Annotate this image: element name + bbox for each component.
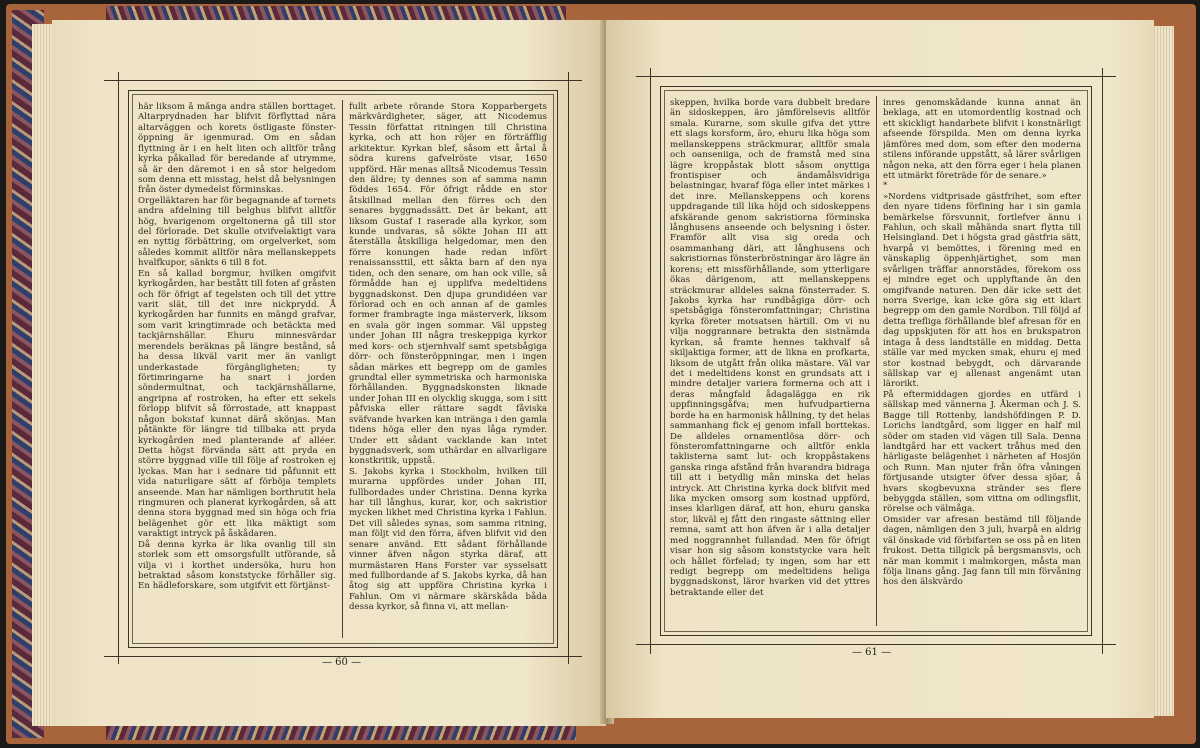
left-page [52, 20, 606, 726]
column-rule [342, 100, 343, 638]
marbled-endpaper-bottom [106, 726, 576, 740]
frame-rule-top [636, 76, 1116, 77]
frame-rule-left [118, 72, 119, 664]
frame-rule-right [568, 72, 569, 664]
page-number: — 61 — [852, 647, 892, 658]
column-rule [876, 96, 877, 626]
frame-rule-right [1102, 68, 1103, 654]
text-column-2: inres genomskådande kunna annat än beklaga, att en utomordentlig kostnad och ett skickligt handarbete blifvit i konstnärligt afseende förspilda. Men om denna kyrka jämföres med dom, som efter den moderna stilens införande uppstått, så lärer svårligen någon neka, att den förra eger i hela planen ett utmärkt företräde för de senare.» * »Nordens vidtprisade gästfrihet, som efter den nyare tidens förfining har i sin gamla bemärkelse försvunnit, fortlefver ännu i Fahlun, och skall måhända snart flytta till Helsingland. Det i högsta grad gästfria sätt, hvarpå vi bemöttes, i förening med en vänskaplig öppenhjärtighet, som man svårligen träffar annorstädes, förekom oss ej mindre eget och upplyftande än den omgifvande naturen. Den där icke sett det norra Sverige, kan icke göra sig ett klart begrepp om den gamle Nordbon. Till följd af detta trefliga förhållande blef afresan för en dag uppskjuten för att hos en brukspatron intaga å dess landtställe en middag. Detta ställe var med mycken smak, ehuru ej med stor kostnad bebygdt, och därvarande sällskap var ej allenast angenämt utan lärorikt. På eftermiddagen gjordes en utfärd i sällskap med vännerna J. Åkerman och J. S. Bagge till Rottenby, landshöfdingen P. D. Lorichs landtgård, som ligger en half mil söder om staden vid vägen till Sala. Denna landtgård har ett vackert tråhus med den härligaste belägenhet i närheten af Hosjön och Runn. Man njuter från öfra våningen förtjusande utsigter öfver dessa sjöar, å hvars skogbevuxna stränder ses flere bebyggda ställen, som vittna om odlingsflit, rörelse och välmåga. Omsider var afresan bestämd till följande dagen, nämligen den 3 juli, hvarpå en aldrig väl önskade vid förbifarten se oss på en liten frukost. Detta tillgick på bergsmansvis, och när man kommit i malmkorgen, måsta man följa linans gång. Jag fann till min förvåning hos den älskvärdo [883, 98, 1081, 588]
right-page [606, 20, 1154, 718]
page-number: — 60 — [322, 657, 362, 668]
text-column-2: fullt arbete rörande Stora Kopparbergets märkvärdigheter, säger, att Nicodemus Tessin författat ritningen till Christina kyrka, och att hon röjer en förträfflig arkitektur. Kyrkan blef, såsom ett årtal å södra kurens gafvelröste visar, 1650 uppförd. Här menas alltså Nicodemus Tessin den äldre; ty dennes son af samma namn föddes 1654. För öfrigt rådde en stor åtskillnad mellan den förres och den senares byggnadssätt. Det är bekant, att liksom Gustaf I raserade alla kyrkor, som kunde undvaras, så sökte Johan III att återställa åtskilliga helgedomar, men den förre konungen hade redan infört renaissanssttil, ett såkta barn af den nya tiden, och den senare, om han ock ville, så förmådde han ej upplifva medeltidens byggnadskonst. Den djupa grundidéen var förlorad och en och annan af de gamles former frambragte inga mästerverk, liksom en svala gör ingen sommar. Väl uppsteg under Johan III några treskeppiga kyrkor med kors- och stjernhvalf samt spetsbågiga dörr- och fönsteröppningar, men i ingen sådan märkes ett begrepp om de gamles grundtal eller symmetriska och harmoniska förhållanden. Byggnadskonsten liknade under Johan III en olycklig skugga, som i sitt påfviska eller rättare sagdt fåviska sväfvande hvarken kan inträngа i den gamla tidens höga eller den nyas låga rymder. Under ett sådant vacklande kan intet byggnadsverk, som uthärdar en allvarligare konstkritik, uppstå. S. Jakobs kyrka i Stockholm, hvilken till murarna uppfördes under Johan III, fullbordades under Christina. Denna kyrka har till långhus, kurar, kor, och sakristior mycken likhet med Christina kyrka i Fahlun. Det vill således synas, som samma ritning, man följt vid den förra, äfven blifvit vid den senare använd. Ett sådant förhållande vinner äfven någon styrka däraf, att murmästaren Hans Forster var sysselsatt med fullbordande af S. Jakobs kyrka, då han åtog sig att uppföra Christina kyrka i Fahlun. Om vi närmare skärskåda båda dessa kyrkor, så finna vi, att mellan- [349, 102, 547, 613]
frame-rule-left [650, 68, 651, 654]
text-column-1: skeppen, hvilka borde vara dubbelt bredare än sidoskeppen, äro jämförelsevis alltför smala. Kurarne, som skulle gifva det yttre ett slags korsform, äro, ehuru lika höga som mellanskeppens sträckmurar, alltför smala och oanseniiga, och de framstå med sina lägre kroppåstak blott såsom onyttiga frontispiser och ändamålsvidriga belastningar, hvaraf föga eller intet märkes i det inre. Mellanskeppens och korens uppdragande till lika höjd och sidoskeppens afskärande genom sakristiorna förminska långhusens anseende och belysning i öster. Framför allt visa sig oreda och osammanhang däri, att långhusens och sakristiornas fönsterbröstningar äro lägre än korens; ett missförhållande, som ytterligare ökas därigenom, att mellanskeppens sträckmurar alldeles sakna fönsterrader. S. Jakobs kyrka har rundbågiga dörr- och spetsbågiga fönsteromfattningar; Christina kyrka företer motsatsen härtill. Om vi nu vilja noggrannare betrakta den sistnämda kyrkan, så framte hennes takhvalf så skiljaktiga former, att de likna en profkarta, liksom de utgått från olika mästare. Väl var det i medeltidens konst en grundsats att i mindre detaljer variera formerna och att i deras mångfald ådagalägga en rik uppfinningsgåfva; men hufvudpartierna borde ha en harmonisk hållning, ty det helas sammanhang fick ej genom infall borttekas. De alldeles ornamentlösa dörr- och fönsteromfattningarne och alltför enkla taklisterna samt lut- och kroppåstakens ganska ringa afstånd från hvarandra bidraga till att i betydlig mån minska det helas intryck. Att Christina kyrka dock blifvit med lika mycken omsorg som kostnad uppförd, inses klarligen däraf, att hon, ehuru ganska stor, likväl ej fått den ringaste sättning eller remna, samt att hon äfven är i alla detaljer med noggrannhet fullandad. Men för öfrigt visar hon sig såsom konststycke vara helt och hållet förfelad; ty ingen, som har ett redigt begrepp om medeltidens heliga byggnadskonst, läror hvarken vid det yttres betraktande eller det [670, 98, 870, 598]
frame-rule-bottom [636, 644, 1116, 645]
frame-rule-top [104, 80, 582, 81]
open-book [6, 4, 1196, 744]
text-column-1: här liksom å många andra ställen borttaget. Altarprydnaden har blifvit förflyttad nära altarväggen och korets östligaste fönster-öppning är igenmurad. Om en sådan flyttning är i en helt liten och alltför trång kyrka påkallad för beredande af utrymme, så är den däremot i en så stor helgedom som denna ett misstag, helst då belysningen från öster dymedelst förminskas. Orgelläktaren har för begagnande af tornets andra afdelning till belghus blifvit alltför hög, hvarigenom orgeltonerna gå till stor del förlorade. Det skulle otvifvelaktigt vara en nyttig förbättring, om orgelverket, som således kommit alltför nära mellanskeppets hvalfkupor, sänkts 6 till 8 fot. En så kallad borgmur, hvilken omgifvit kyrkogården, har bestått till foten af gråsten och för öfrigt af tegelsten och till det yttre varit slät, till det inre nickprydd. Å kyrkogården har funnits en mängd grafvar, som varit kringtimrade och betäckta med tackjärnshällar. Ehuru minnesvärdar merendels beräknas på längre bestånd, så ha dessa likväl varit mer än vanligt underkastade förgängligheten; ty förtimringarne ha snart i jorden söndermultnat, och tackjärnshällarne, angripna af rostroken, ha efter ett sekels förlopp blifvit så förrostade, att knappast någon bokstaf kunnat därå skönjas. Man påtänkte för längre tid tillbaka att pryda kyrkogården med planterande af alléer. Detta högst förvända sätt att pryda en större byggnad ville till följe af rostroken ej lyckas. Man har i sednare tid påfunnit ett vida naturligare sätt af förböja templets anseende. Man har nämligen borthrutit hela ringmuren och planerat kyrkogården, så att denna stora byggnad med sin höga och fria belägenhet gör ett lika mäktigt som varaktigt intryck på åskådaren. Då denna kyrka är lika ovanlig till sin storlek som ett omsorgsfullt utförande, så vilja vi i korthet undersöka, huru hon betraktad såsom konststycke förhåller sig. En hädleforskare, som utgifvit ett förtjänst- [138, 102, 336, 592]
